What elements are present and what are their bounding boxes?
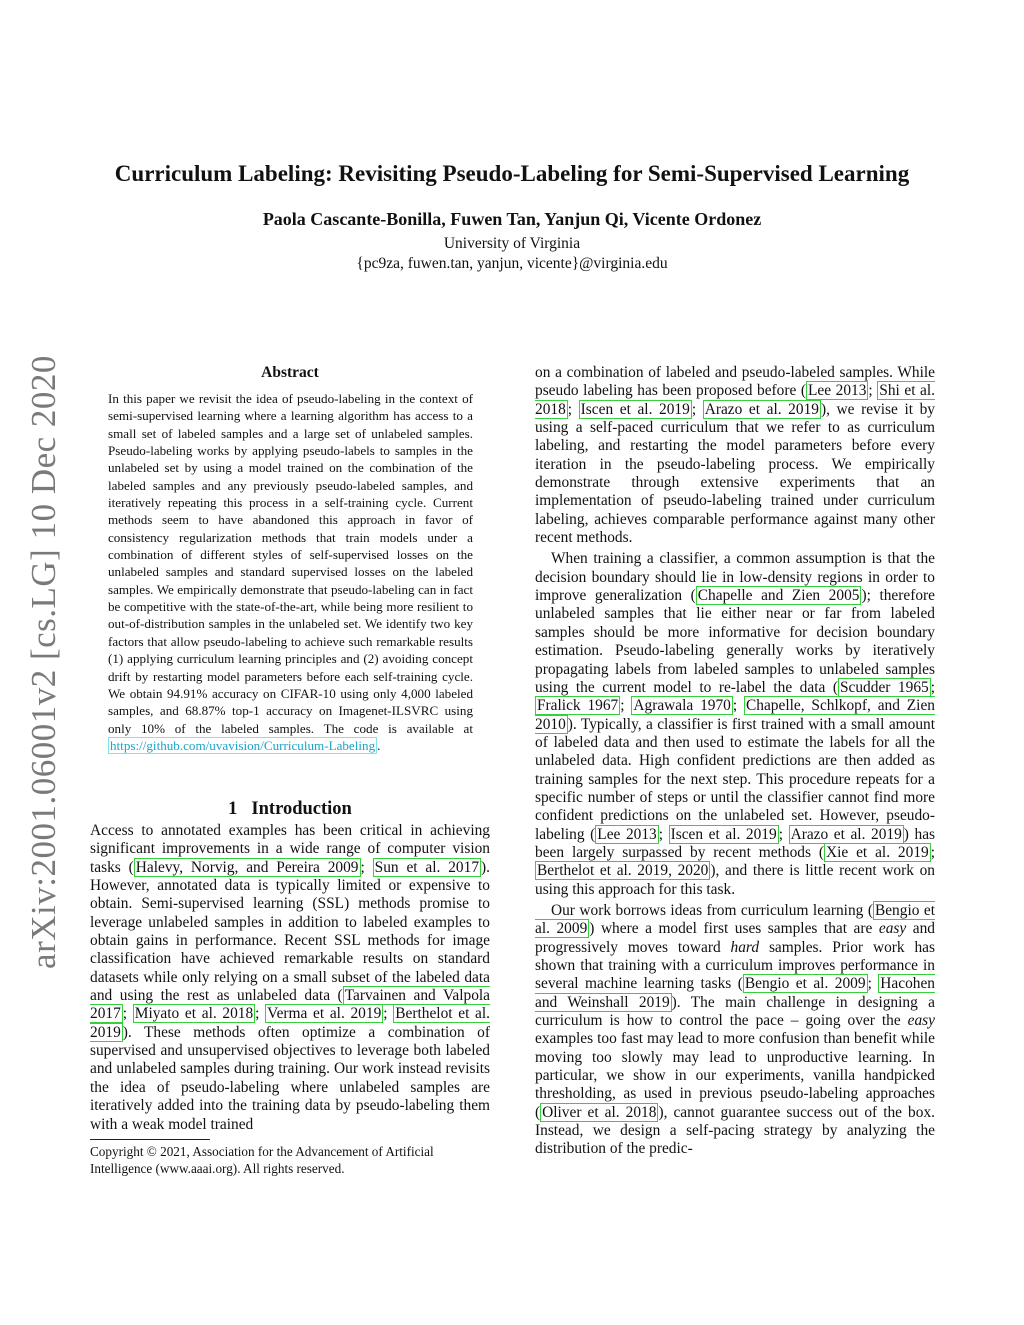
- citation-link[interactable]: Berthelot et al. 2019: [90, 1005, 491, 1041]
- citation-link[interactable]: Tarvainen and Valpola 2017: [90, 987, 490, 1023]
- citation-link[interactable]: Bengio et al. 2009: [744, 975, 866, 993]
- citation-link[interactable]: Halevy, Norvig, and Pereira 2009: [135, 858, 359, 876]
- emphasis: hard: [730, 938, 760, 956]
- citation-link[interactable]: Bengio et al. 2009: [535, 901, 935, 938]
- copyright-footnote: Copyright © 2021, Association for the Advancement of Artificial Intelligence (www.aaai.org). All rights reserved.: [90, 1144, 434, 1176]
- section-title: Introduction: [251, 799, 352, 819]
- citation-link[interactable]: Hacohen and Weinshall 2019: [535, 975, 935, 1011]
- arxiv-id-text: arXiv:2001.06001v2 [cs.LG] 10 Dec 2020: [24, 355, 64, 969]
- citation-link[interactable]: Arazo et al. 2019: [704, 400, 819, 418]
- citation-link[interactable]: Chapelle, Schlkopf, and Zien 2010: [535, 697, 935, 733]
- citation-link[interactable]: Lee 2013: [808, 382, 867, 400]
- abstract-body: [108, 390, 473, 754]
- citation-link[interactable]: Fralick 1967: [537, 697, 619, 715]
- left-column: [90, 822, 490, 1134]
- abstract-heading: Abstract: [261, 364, 319, 381]
- citation-link[interactable]: Chapelle and Zien 2005: [697, 587, 860, 605]
- footnote-divider: [90, 1139, 210, 1140]
- citation-link[interactable]: Lee 2013: [597, 825, 657, 843]
- citation-link[interactable]: Iscen et al. 2019: [670, 825, 777, 843]
- citation-link[interactable]: Iscen et al. 2019: [580, 400, 690, 418]
- emphasis: easy: [907, 1012, 935, 1030]
- citation-link[interactable]: Agrawala 1970: [633, 697, 731, 715]
- arxiv-identifier: [14, 352, 74, 972]
- citation-link[interactable]: Oliver et al. 2018: [542, 1103, 657, 1121]
- paragraph: on a combination of labeled and pseudo-labeled samples. While pseudo labeling has been proposed before ( Lee 2013 ; Shi et al. 2018 ; Iscen et al. 2019 ; Arazo et al. 2019 ), we revise it by using a self-paced curriculum that we refer to as curriculum labeling, and restarting the model parameters before every iteration in the pseudo-labeling process. We empirically demonstrate through extensive experiments that an implementation of pseudo-labeling trained under curriculum labeling, achieves comparable performance against many other recent methods.: [535, 364, 936, 547]
- citation-link[interactable]: Xie et al. 2019: [825, 843, 929, 861]
- abstract-end: .: [377, 737, 381, 753]
- paragraph: Access to annotated examples has been critical in achieving significant improvements in a wide range of computer vision tasks ( Halevy, Norvig, and Pereira 2009 ; Sun et al. 2017 ). However, annotated data is typically limited or expensive to obtain. Semi-supervised learning (SSL) methods promise to leverage unlabeled samples in addition to labeled examples to obtain gains in performance. Recent SSL methods for image classification have achieved remarkable results on standard datasets while only relying on a small subset of the labeled data and using the rest as unlabeled data ( Tarvainen and Valpola 2017 ; Miyato et al. 2018 ; Verma et al. 2019 ; Berthelot et al. 2019 ). These methods often optimize a combination of supervised and unsupervised objectives to leverage both labeled and unlabeled samples during training. Our work instead revisits the idea of pseudo-labeling where unlabeled samples are iteratively added into the training data by pseudo-labeling them with a weak model trained: [90, 822, 491, 1133]
- section-number: 1: [228, 799, 238, 819]
- code-link[interactable]: https://github.com/uvavision/Curriculum-Labeling: [110, 737, 376, 753]
- citation-link[interactable]: Arazo et al. 2019: [790, 825, 902, 843]
- citation-link[interactable]: Sun et al. 2017: [374, 858, 480, 876]
- right-column: [535, 364, 935, 1159]
- author-emails: {pc9za, fuwen.tan, yanjun, vicente}@virginia.edu: [356, 255, 668, 272]
- paper-title: Curriculum Labeling: Revisiting Pseudo-Labeling for Semi-Supervised Learning: [114, 161, 910, 186]
- citation-link[interactable]: Scudder 1965: [839, 678, 929, 696]
- paragraph: When training a classifier, a common assumption is that the decision boundary should lie in low-density regions in order to improve generalization ( Chapelle and Zien 2005 ); therefore unlabeled samples that lie either near or far from labeled samples should be more informative for decision boundary estimation. Pseudo-labeling generally works by iteratively propagating labels from labeled samples to unlabeled samples using the current model to re-label the data ( Scudder 1965 ; Fralick 1967 ; Agrawala 1970 ; Chapelle, Schlkopf, and Zien 2010 ). Typically, a classifier is first trained with a small amount of labeled data and then used to estimate the labels for all the unlabeled data. High confident predictions are then added as training samples for the next step. This procedure repeats for a specific number of steps or until the classifier cannot find more confident predictions on the unlabeled set. However, pseudo-labeling ( Lee 2013 ; Iscen et al. 2019 ; Arazo et al. 2019 ) has been largely surpassed by recent methods ( Xie et al. 2019 ; Berthelot et al. 2019, 2020 ), and there is little recent work on using this approach for this task.: [535, 550, 936, 898]
- section-heading-introduction: [90, 797, 490, 821]
- citation-link[interactable]: Verma et al. 2019: [267, 1005, 382, 1023]
- paragraph: Our work borrows ideas from curriculum learning ( Bengio et al. 2009 ) where a model first uses samples that are easy and progressively moves toward hard samples. Prior work has shown that training with a curriculum improves performance in several machine learning tasks ( Bengio et al. 2009 ; Hacohen and Weinshall 2019 ). The main challenge in designing a curriculum is how to control the pace – going over the easy examples too fast may lead to more confusion than benefit while moving too slowly may lead to unproductive learning. In particular, we show in our experiments, vanilla handpicked thresholding, as used in previous pseudo-labeling approaches ( Oliver et al. 2018 ), cannot guarantee success out of the box. Instead, we design a self-pacing strategy by analyzing the distribution of the predic-: [535, 901, 935, 1158]
- abstract-text: In this paper we revisit the idea of pseudo-labeling in the context of semi-supervised learning where a learning algorithm has access to a small set of labeled samples and a large set of unlabeled samples. Pseudo-labeling works by applying pseudo-labels to samples in the unlabeled set by using a model trained on the combination of the labeled samples and any previously pseudo-labeled samples, and iteratively repeating this process in a self-training cycle. Current methods seem to have abandoned this approach in favor of consistency regularization methods that train models under a combination of different styles of self-supervised losses on the unlabeled samples and standard supervised losses on the labeled samples. We empirically demonstrate that pseudo-labeling can in fact be competitive with the state-of-the-art, while being more resilient to out-of-distribution samples in the unlabeled set. We identify two key factors that allow pseudo-labeling to achieve such remarkable results (1) applying curriculum learning principles and (2) avoiding concept drift by restarting model parameters before each self-training cycle. We obtain 94.91% accuracy on CIFAR-10 using only 4,000 labeled samples, and 68.87% top-1 accuracy on Imagenet-ILSVRC using only 10% of the labeled samples. The code is available at: [108, 391, 473, 736]
- author-affiliation: University of Virginia: [443, 235, 581, 252]
- emphasis: easy: [878, 920, 907, 938]
- citation-link[interactable]: Berthelot et al. 2019, 2020: [537, 862, 709, 880]
- paper-authors: Paola Cascante-Bonilla, Fuwen Tan, Yanjun Qi, Vicente Ordonez: [262, 209, 762, 229]
- citation-link[interactable]: Shi et al. 2018: [535, 382, 935, 418]
- citation-link[interactable]: Miyato et al. 2018: [134, 1005, 254, 1023]
